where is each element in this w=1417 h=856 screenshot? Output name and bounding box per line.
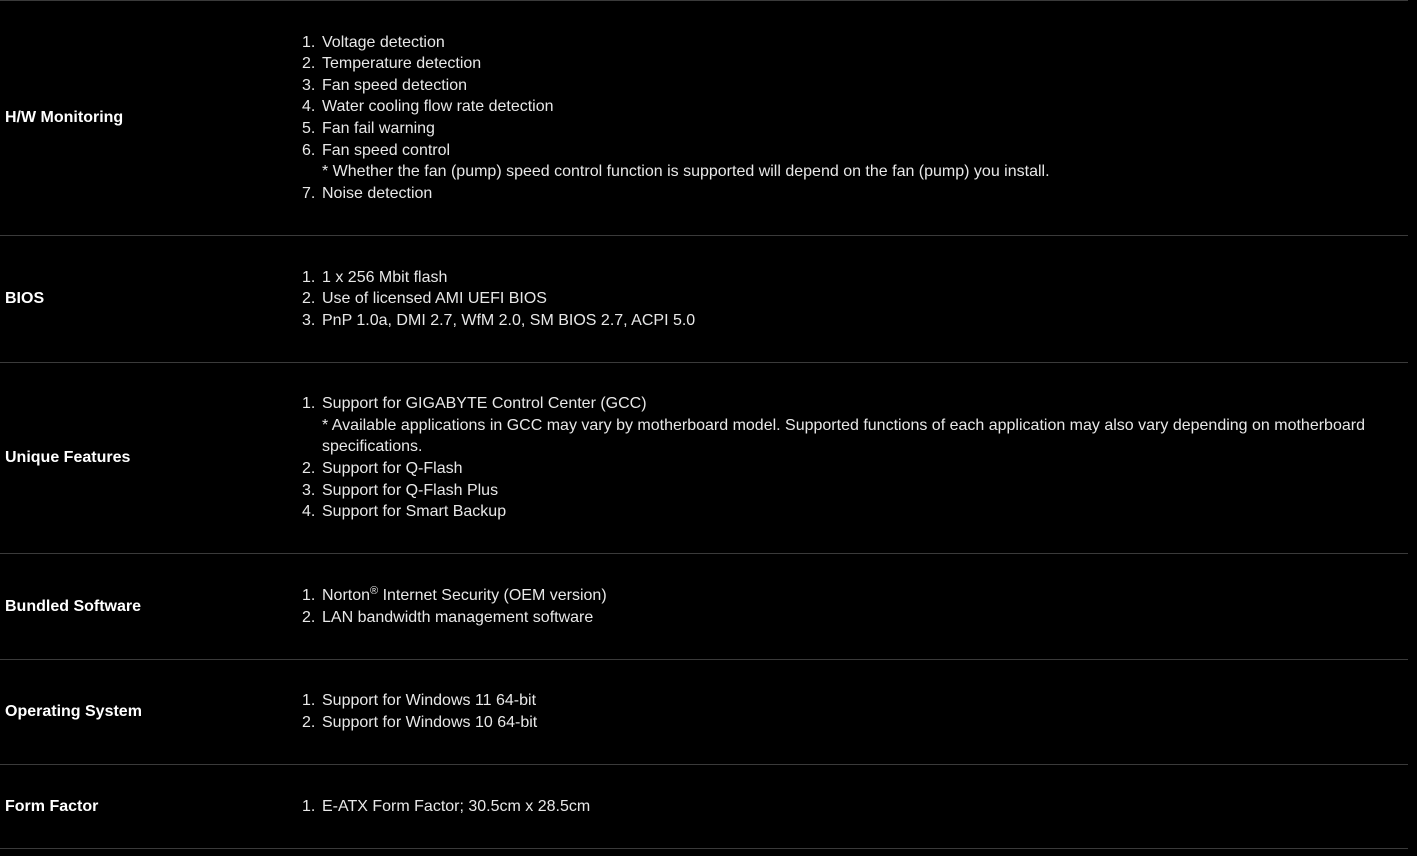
list-item (302, 140, 1368, 162)
item-text: PnP 1.0a, DMI 2.7, WfM 2.0, SM BIOS 2.7, ACPI 5.0 (322, 311, 696, 329)
item-text (322, 585, 1368, 607)
item-text: Fan speed control (322, 141, 451, 159)
spec-label: Unique Features (5, 449, 131, 466)
item-number: 4. (302, 503, 316, 521)
spec-label: BIOS (5, 290, 45, 307)
item-text: Fan fail warning (322, 120, 435, 137)
list-item (302, 288, 1368, 310)
spec-value-list (302, 585, 1408, 628)
spec-label: H/W Monitoring (5, 109, 124, 126)
item-text: Fan speed detection (322, 76, 467, 94)
list-item (302, 690, 1368, 712)
spec-row-bundled-software (0, 554, 1408, 660)
item-text: Support for GIGABYTE Control Center (GCC) (322, 395, 647, 413)
item-number: 1. (302, 268, 316, 286)
list-item (302, 75, 1368, 97)
list-item (302, 53, 1368, 75)
item-number: 2. (302, 608, 316, 626)
list-item (302, 96, 1368, 118)
item-text: Support for Q-Flash Plus (322, 481, 499, 499)
spec-label: Form Factor (5, 797, 99, 815)
item-text: LAN bandwidth management software (322, 608, 594, 626)
item-text: Temperature detection (322, 55, 482, 73)
list-item (302, 480, 1368, 502)
spec-value-list (302, 32, 1408, 205)
spec-row-unique-features (0, 363, 1408, 554)
item-number: 1. (302, 797, 316, 815)
item-text: Support for Windows 10 64-bit (322, 714, 538, 731)
spec-row-hw-monitoring (0, 1, 1408, 236)
item-number: 1. (302, 692, 316, 710)
item-text: E-ATX Form Factor; 30.5cm x 28.5cm (322, 797, 591, 815)
list-item (302, 267, 1368, 289)
item-number: 1. (302, 395, 316, 413)
list-item (302, 32, 1368, 54)
spec-label: Bundled Software (5, 597, 142, 615)
spec-value-list (302, 690, 1408, 733)
list-item (302, 607, 1368, 629)
list-item (302, 118, 1368, 140)
spec-value-list (302, 393, 1408, 523)
item-number: 1. (302, 33, 316, 51)
item-number: 5. (302, 120, 316, 137)
list-item (302, 585, 1368, 607)
item-text: Support for Windows 11 64-bit (322, 692, 537, 710)
item-number: 6. (302, 141, 316, 159)
spec-label: Operating System (5, 703, 142, 720)
footnote: * Available applications in GCC may vary by motherboard model. Supported functions of each application may also vary depending on motherboard specifications. (322, 416, 1365, 456)
item-text: Support for Q-Flash (322, 460, 463, 477)
item-number: 2. (302, 55, 316, 73)
item-text-brand: Norton (322, 586, 371, 604)
item-text: Water cooling flow rate detection (322, 98, 554, 116)
spec-row-bios (0, 236, 1408, 363)
item-number: 1. (302, 586, 316, 604)
footnote: * Whether the fan (pump) speed control function is supported will depend on the fan (pump) you install. (322, 163, 1050, 181)
item-number: 2. (302, 714, 316, 731)
item-number: 4. (302, 98, 316, 116)
spec-value-list (302, 796, 1408, 818)
list-item (302, 501, 1368, 523)
item-number: 7. (302, 184, 316, 202)
list-item (302, 458, 1368, 480)
item-number: 3. (302, 76, 316, 94)
item-text: Support for Smart Backup (322, 503, 507, 521)
spec-row-form-factor (0, 765, 1408, 849)
list-item (302, 712, 1368, 734)
item-text: 1 x 256 Mbit flash (322, 268, 448, 286)
spec-row-operating-system (0, 660, 1408, 765)
item-text: Noise detection (322, 184, 433, 202)
list-item (302, 393, 1368, 415)
list-item (302, 796, 1368, 818)
item-number: 3. (302, 481, 316, 499)
item-text-rest: Internet Security (OEM version) (378, 586, 607, 604)
list-item (302, 183, 1368, 205)
list-item (302, 310, 1368, 332)
item-number: 2. (302, 460, 316, 477)
item-text: Voltage detection (322, 33, 445, 51)
spec-value-list (302, 267, 1408, 332)
item-number: 2. (302, 290, 316, 308)
item-text: Use of licensed AMI UEFI BIOS (322, 290, 547, 308)
item-number: 3. (302, 311, 316, 329)
registered-mark: ® (370, 584, 379, 597)
